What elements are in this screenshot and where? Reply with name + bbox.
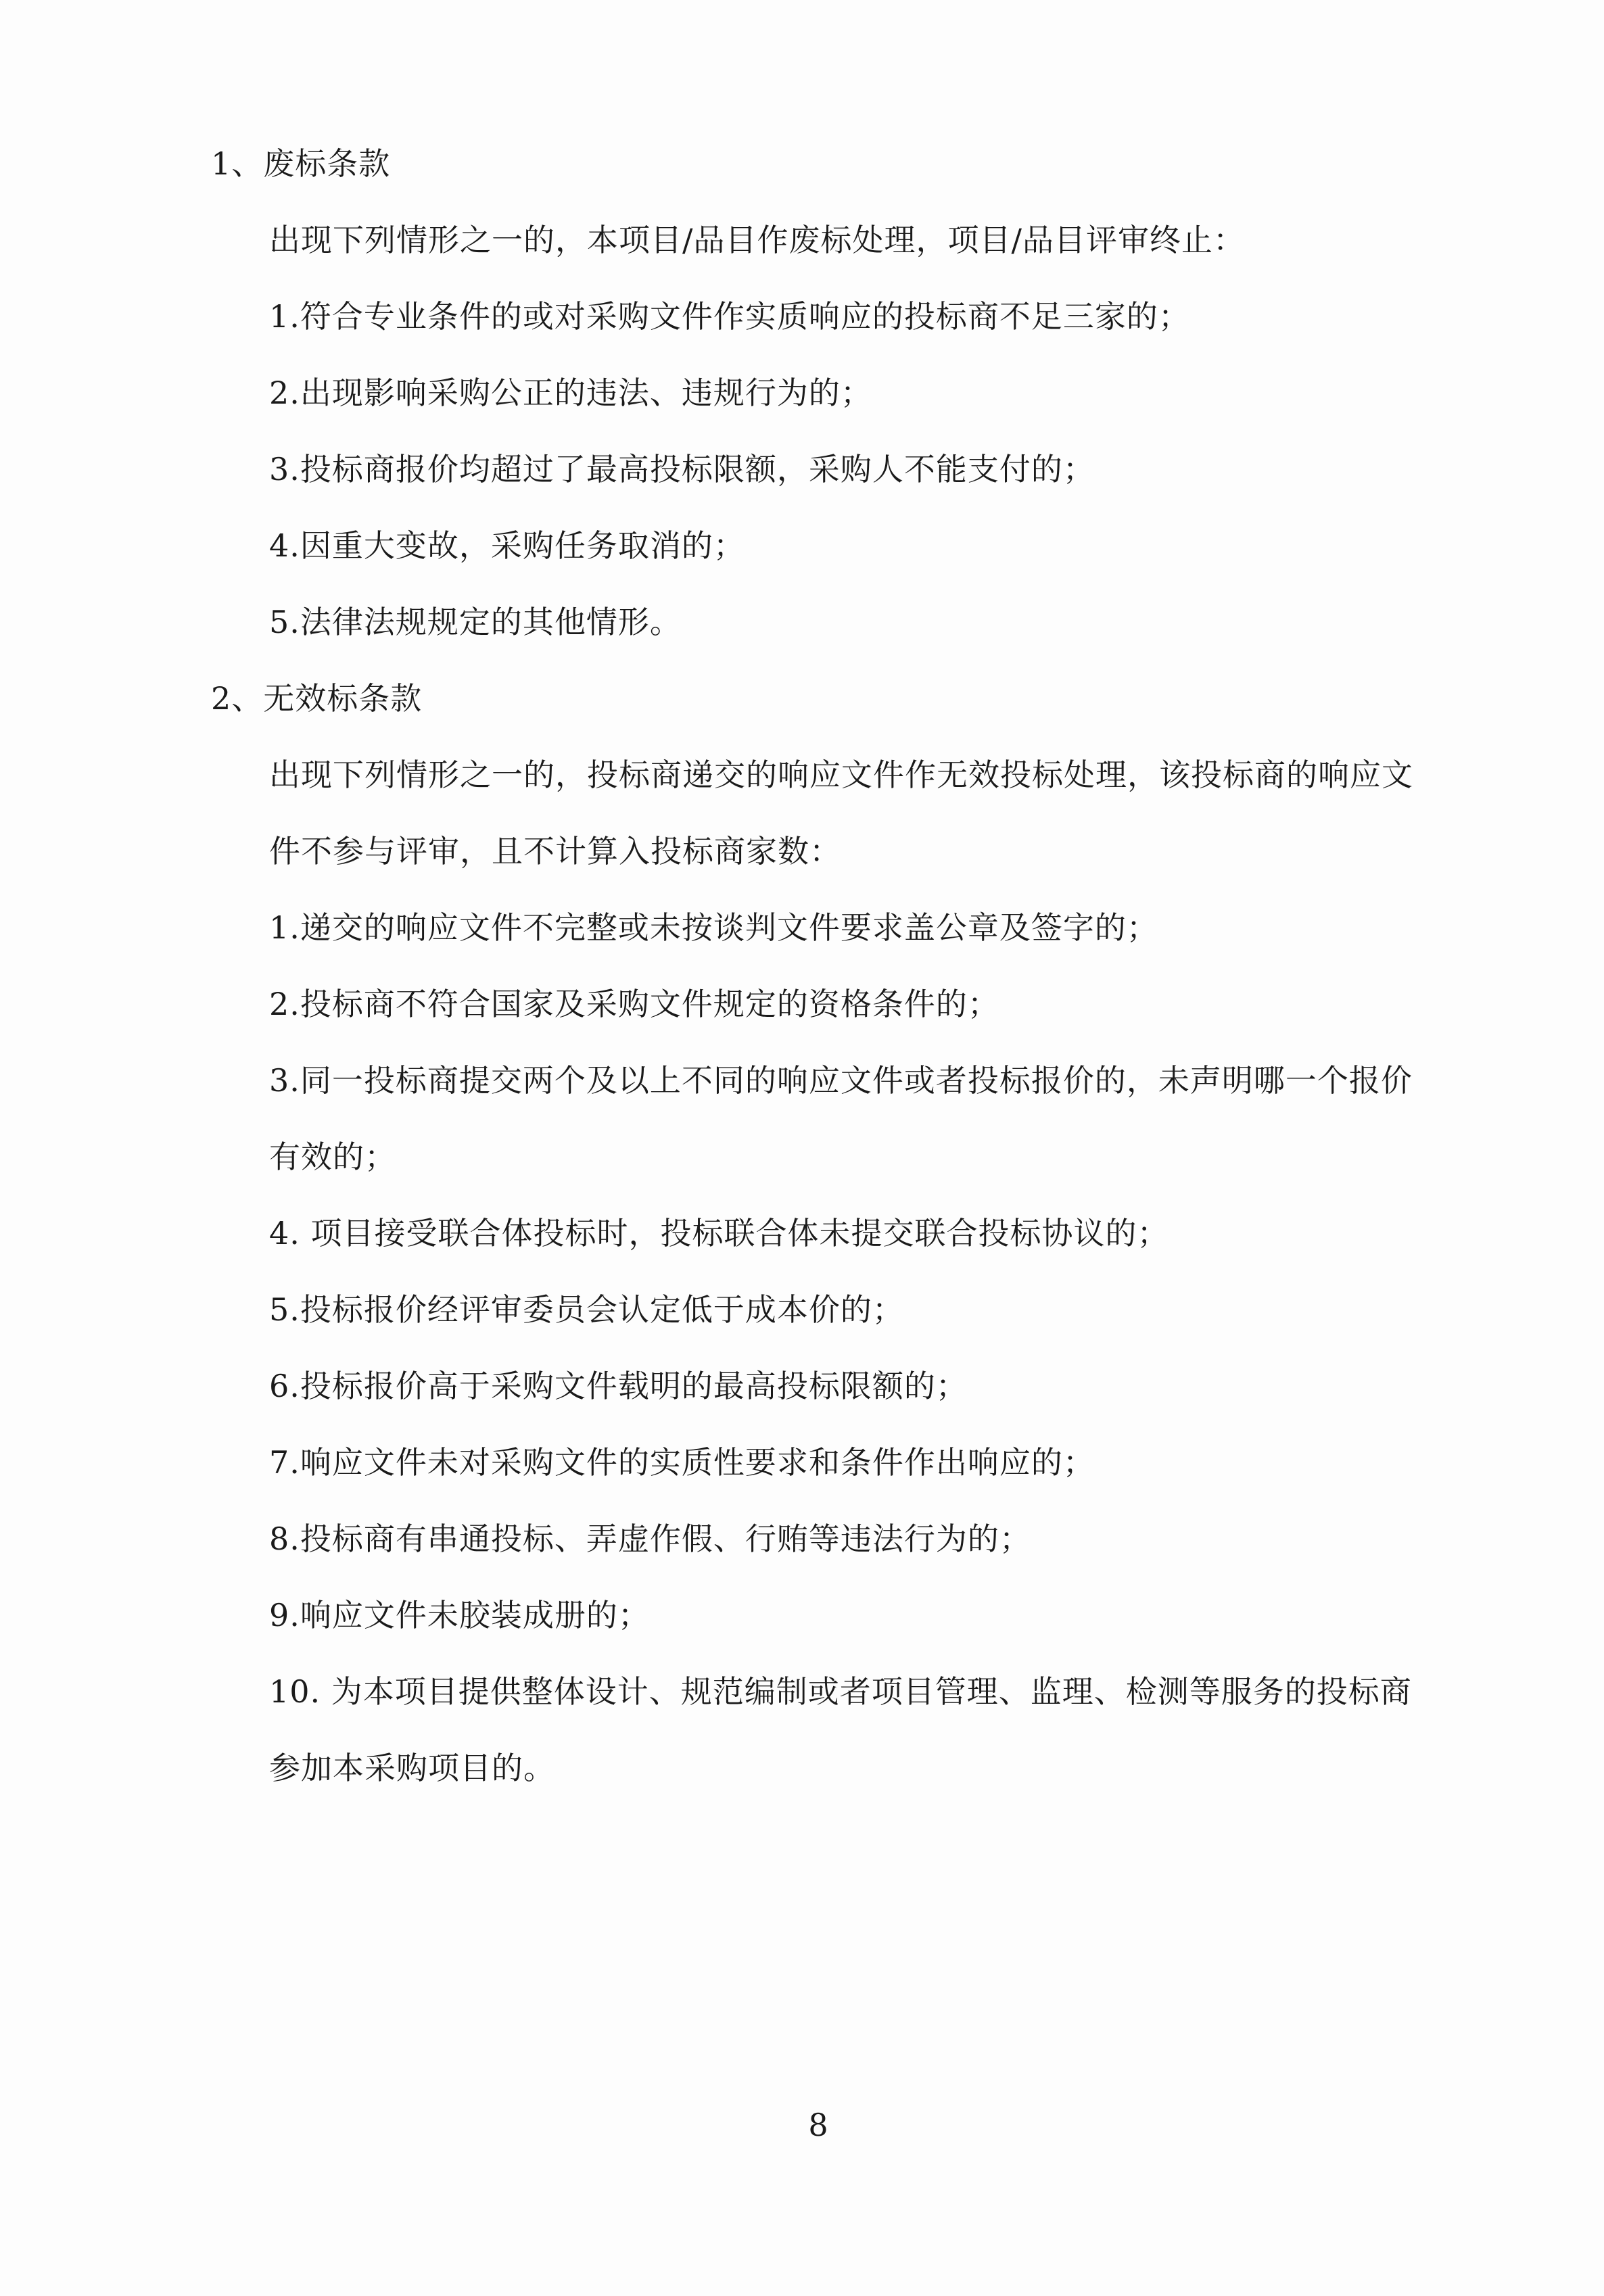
page-number: 8 [808,2107,828,2143]
section-2-item: 5.投标报价经评审委员会认定低于成本价的； [269,1291,904,1328]
section-1-item: 1.符合专业条件的或对采购文件作实质响应的投标商不足三家的； [269,298,1190,335]
section-2-intro-line-2: 件不参与评审，且不计算入投标商家数： [269,833,841,869]
section-2-item-continuation: 参加本采购项目的。 [269,1750,555,1786]
section-2-item: 10. 为本项目提供整体设计、规范编制或者项目管理、监理、检测等服务的投标商 [269,1673,1412,1710]
section-1-item: 2.出现影响采购公正的违法、违规行为的； [269,375,872,411]
section-1-item: 5.法律法规规定的其他情形。 [269,604,682,640]
section-2-item: 6.投标报价高于采购文件载明的最高投标限额的； [269,1368,968,1404]
section-1-item: 3.投标商报价均超过了最高投标限额，采购人不能支付的； [269,451,1095,487]
section-1-heading: 1、废标条款 [211,145,391,182]
section-2-intro-line-1: 出现下列情形之一的，投标商递交的响应文件作无效投标处理，该投标商的响应文 [269,757,1413,793]
section-2-item: 7.响应文件未对采购文件的实质性要求和条件作出响应的； [269,1444,1095,1481]
section-2-item: 1.递交的响应文件不完整或未按谈判文件要求盖公章及签字的； [269,909,1158,946]
section-2-item: 8.投标商有串通投标、弄虚作假、行贿等违法行为的； [269,1521,1031,1557]
section-2-heading: 2、无效标条款 [211,680,423,717]
section-2-item: 4. 项目接受联合体投标时，投标联合体未提交联合投标协议的； [269,1215,1169,1251]
section-2-item: 2.投标商不符合国家及采购文件规定的资格条件的； [269,986,999,1022]
section-2-item: 9.响应文件未胶装成册的； [269,1597,650,1633]
section-1-intro: 出现下列情形之一的，本项目/品目作废标处理，项目/品目评审终止： [269,222,1245,258]
section-2-item-continuation: 有效的； [269,1139,396,1175]
section-2-item: 3.同一投标商提交两个及以上不同的响应文件或者投标报价的，未声明哪一个报价 [269,1062,1413,1099]
section-1-item: 4.因重大变故，采购任务取消的； [269,527,745,564]
